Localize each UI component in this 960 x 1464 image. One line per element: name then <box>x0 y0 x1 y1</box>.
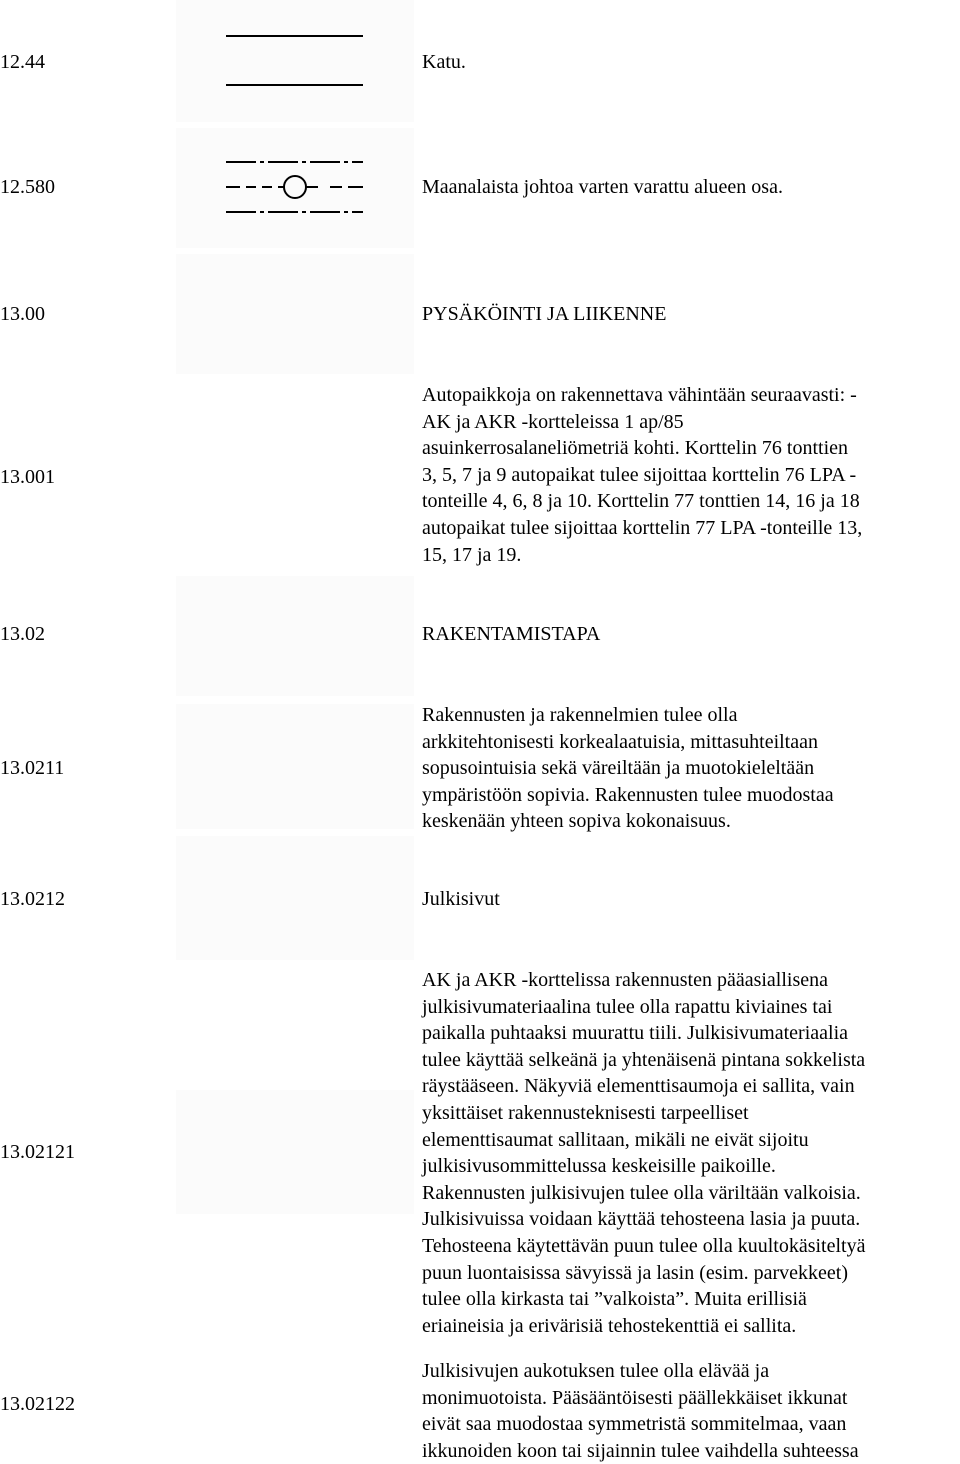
regulation-code: 13.02122 <box>0 1393 75 1415</box>
symbol-cell-background <box>176 704 414 829</box>
symbol-cell-background <box>176 254 414 374</box>
section-heading: RAKENTAMISTAPA <box>422 623 601 645</box>
regulation-code: 12.44 <box>0 51 45 73</box>
symbol-cell-background <box>176 576 414 696</box>
regulation-text: Rakennusten ja rakennelmien tulee olla arkkitehtonisesti korkealaatuisia, mittasuhteiltaan sopusointuisia sekä väreiltään ja muotokieleltään ympäristöön sopivia. Rakennusten tulee muodostaa keskenään yhteen sopiva kokonaisuus. <box>422 704 834 833</box>
symbol-cell-background <box>176 1090 414 1214</box>
regulation-text: Katu. <box>422 51 466 73</box>
regulation-text: Autopaikkoja on rakennettava vähintään seuraavasti: - AK ja AKR -kortteleissa 1 ap/85 asuinkerrosalaneliömetriä kohti. Korttelin 76 tonttien 3, 5, 7 ja 9 autopaikat tulee sijoittaa korttelin 76 LPA - tonteille 4, 6, 8 ja 10. Korttelin 77 tonttien 14, 16 ja 18 autopaikat tulee sijoittaa korttelin 77 LPA -tonteille 13, 15, 17 ja 19. <box>422 384 863 566</box>
regulation-code: 13.02 <box>0 623 45 645</box>
regulation-code: 13.0212 <box>0 888 65 910</box>
regulation-code: 12.580 <box>0 176 55 198</box>
regulation-code: 13.02121 <box>0 1141 75 1163</box>
regulation-text: AK ja AKR -korttelissa rakennusten pääasiallisena julkisivumateriaalina tulee olla rapattu kiviaines tai paikalla puhtaaksi muurattu tiili. Julkisivumateriaalia tulee käyttää selkeänä ja yhtenäisenä pintana sokkelista räystääseen. Näkyviä elementtisaumoja ei sallita, vain yksittäiset rakennusteknisesti tarpeelliset elementtisaumat sallitaan, mikäli ne eivät sijoitu julkisivusommittelussa keskeisille paikoille. Rakennusten julkisivujen tulee olla väriltään valkoisia. Julkisivuissa voidaan käyttää tehosteena lasia ja puuta. Tehosteena käytettävän puun tulee olla kuultokäsiteltyä puun luontaisissa sävyissä ja lasin (esim. parvekkeet) tulee olla kirkasta tai ”valkoista”. Muita erillisiä eriaineisia ja erivärisiä tehostekenttiä ei sallita. <box>422 969 866 1337</box>
subsection-heading: Julkisivut <box>422 888 500 910</box>
regulation-text: Maanalaista johtoa varten varattu alueen osa. <box>422 176 783 198</box>
regulation-text: Julkisivujen aukotuksen tulee olla elävää ja monimuotoista. Pääsääntöisesti päällekkäiset ikkunat eivät saa muodostaa symmetristä sommitelmaa, vaan ikkunoiden koon tai sijainnin tulee vaihdella suhteessa <box>422 1360 859 1462</box>
regulation-code: 13.0211 <box>0 757 65 779</box>
underground-line-reserved-area-icon <box>222 156 364 216</box>
street-symbol-icon <box>222 30 364 90</box>
regulation-code: 13.00 <box>0 303 45 325</box>
regulation-code: 13.001 <box>0 466 55 488</box>
symbol-cell-background <box>176 836 414 960</box>
section-heading: PYSÄKÖINTI JA LIIKENNE <box>422 303 667 325</box>
